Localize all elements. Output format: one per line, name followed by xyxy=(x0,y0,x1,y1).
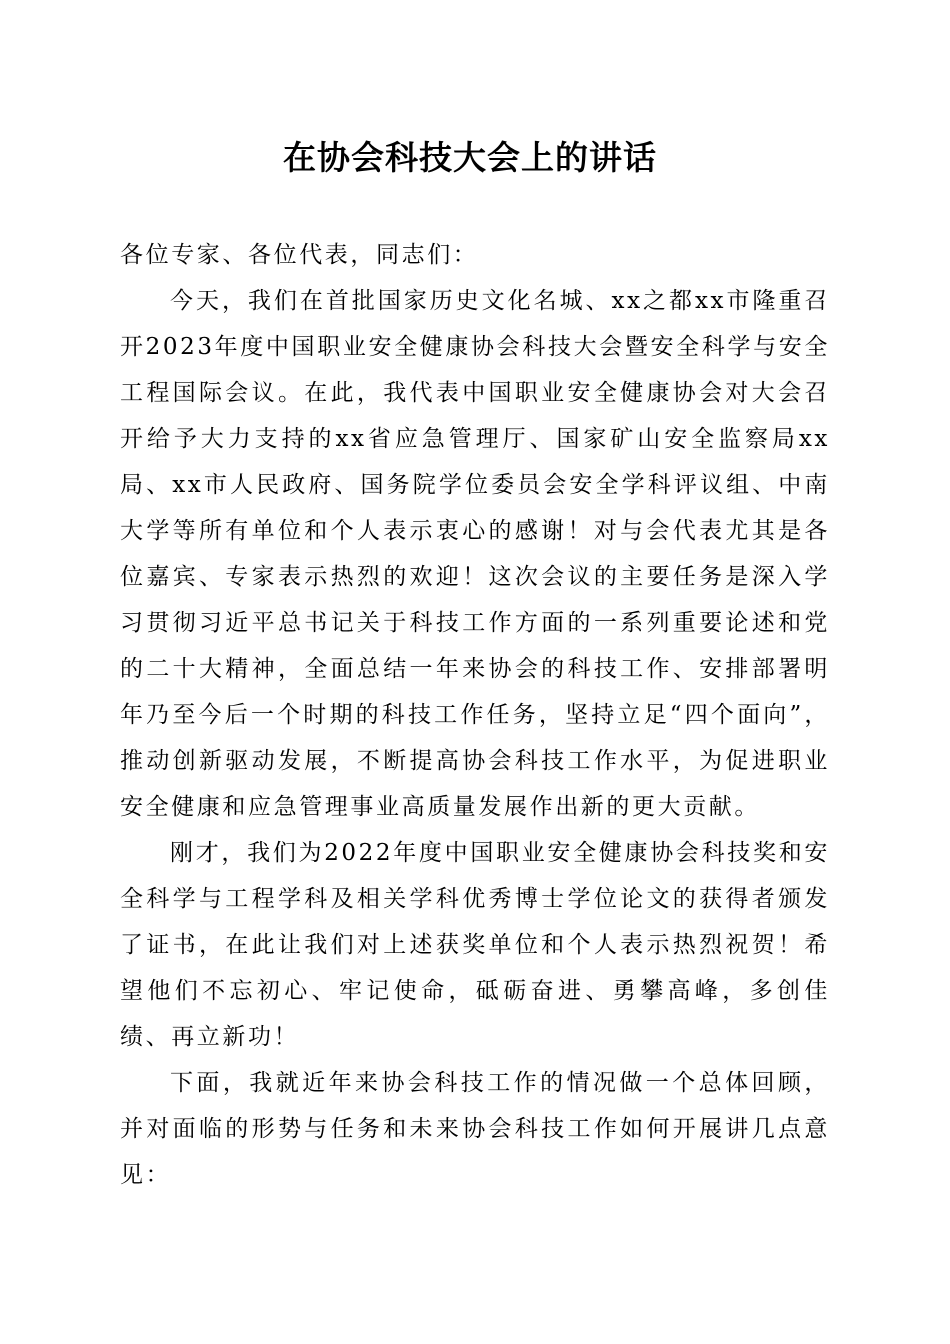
paragraph-awards: 刚才，我们为2022年度中国职业安全健康协会科技奖和安全科学与工程学科及相关学科优秀博士学位论文的获得者颁发了证书，在此让我们对上述获奖单位和个人表示热烈祝贺！希望他们不忘初心、牢记使命，砥砺奋进、勇攀高峰，多创佳绩、再立新功！ xyxy=(120,840,830,1050)
document-title: 在协会科技大会上的讲话 xyxy=(283,138,657,177)
paragraph-opening: 今天，我们在首批国家历史文化名城、xx之都xx市隆重召开2023年度中国职业安全健康协会科技大会暨安全科学与安全工程国际会议。在此，我代表中国职业安全健康协会对大会召开给予大力支持的xx省应急管理厅、国家矿山安全监察局xx局、xx市人民政府、国务院学位委员会安全学科评议组、中南大学等所有单位和个人表示衷心的感谢！对与会代表尤其是各位嘉宾、专家表示热烈的欢迎！这次会议的主要任务是深入学习贯彻习近平总书记关于科技工作方面的一系列重要论述和党的二十大精神，全面总结一年来协会的科技工作、安排部署明年乃至今后一个时期的科技工作任务，坚持立足“四个面向”，推动创新驱动发展，不断提高协会科技工作水平，为促进职业安全健康和应急管理事业高质量发展作出新的更大贡献。 xyxy=(120,288,830,820)
salutation: 各位专家、各位代表，同志们： xyxy=(120,242,479,268)
document-body xyxy=(120,232,830,1198)
paragraph-outline: 下面，我就近年来协会科技工作的情况做一个总体回顾，并对面临的形势与任务和未来协会科技工作如何开展讲几点意见： xyxy=(120,1070,830,1188)
